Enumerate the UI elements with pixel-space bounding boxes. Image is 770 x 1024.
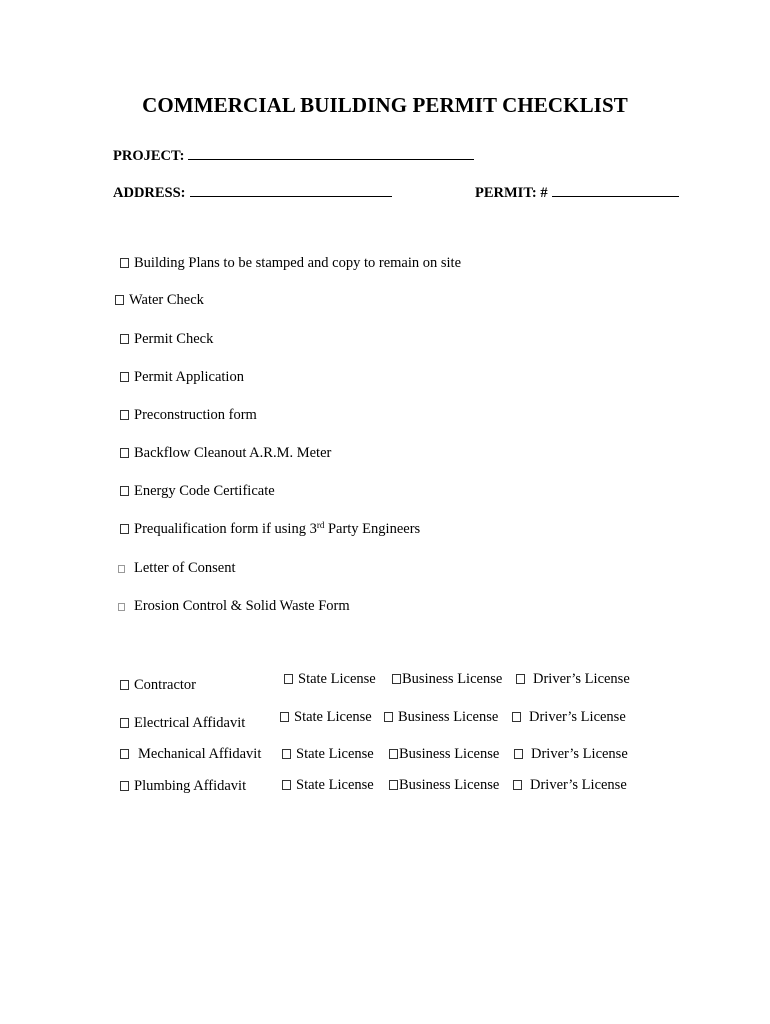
license-option-state[interactable] <box>282 746 374 763</box>
checklist-item-label: Backflow Cleanout A.R.M. Meter <box>134 445 332 461</box>
affidavit-label: Plumbing Affidavit <box>134 778 247 794</box>
checkbox[interactable] <box>118 565 125 573</box>
affidavit-label: Mechanical Affidavit <box>138 746 262 762</box>
license-label: Driver’s License <box>533 671 630 687</box>
license-label: Business License <box>402 671 503 687</box>
checkbox[interactable] <box>282 749 291 759</box>
license-label: Driver’s License <box>529 709 626 725</box>
checkbox[interactable] <box>120 680 129 690</box>
checkbox[interactable] <box>513 780 522 790</box>
checklist-item-building-plans[interactable] <box>120 255 461 272</box>
checklist-item-label: Building Plans to be stamped and copy to remain on site <box>134 255 462 271</box>
page-title: COMMERCIAL BUILDING PERMIT CHECKLIST <box>142 93 628 117</box>
checklist-item-backflow[interactable] <box>120 445 331 462</box>
license-label: State License <box>296 746 374 762</box>
license-label: Business License <box>399 777 500 793</box>
license-label: Driver’s License <box>530 777 627 793</box>
affidavit-row-plumbing[interactable] <box>120 778 246 795</box>
checkbox[interactable] <box>392 674 401 684</box>
checkbox[interactable] <box>120 718 129 728</box>
license-option-business[interactable] <box>389 777 499 794</box>
checklist-item-letter-of-consent[interactable] <box>118 560 235 577</box>
affidavit-row-electrical[interactable] <box>120 715 245 732</box>
license-option-business[interactable] <box>389 746 499 763</box>
checklist-item-label: Energy Code Certificate <box>134 483 275 499</box>
checkbox[interactable] <box>115 295 124 305</box>
affidavit-label: Electrical Affidavit <box>134 715 246 731</box>
checkbox[interactable] <box>120 334 129 344</box>
affidavit-row-contractor[interactable] <box>120 677 196 694</box>
project-input-line[interactable] <box>188 147 474 160</box>
address-input-line[interactable] <box>190 184 392 197</box>
license-option-business[interactable] <box>392 671 502 688</box>
license-option-state[interactable] <box>284 671 376 688</box>
license-label: Driver’s License <box>531 746 628 762</box>
checklist-item-label: Water Check <box>129 292 204 308</box>
checklist-item-preconstruction-form[interactable] <box>120 407 257 424</box>
checkbox[interactable] <box>514 749 523 759</box>
checkbox[interactable] <box>120 372 129 382</box>
checklist-item-label: Permit Application <box>134 369 244 385</box>
license-label: State License <box>298 671 376 687</box>
affidavit-label: Contractor <box>134 677 197 693</box>
checkbox[interactable] <box>120 486 129 496</box>
checklist-item-permit-check[interactable] <box>120 331 213 348</box>
checkbox[interactable] <box>282 780 291 790</box>
checklist-item-label: Erosion Control & Solid Waste Form <box>134 598 350 614</box>
checkbox[interactable] <box>118 603 125 611</box>
checklist-item-superscript: rd <box>316 520 325 530</box>
license-option-drivers[interactable] <box>512 709 626 726</box>
checklist-item-prequalification[interactable] <box>120 521 420 538</box>
address-field[interactable] <box>113 184 392 202</box>
checkbox[interactable] <box>120 258 129 268</box>
license-option-drivers[interactable] <box>514 746 628 763</box>
checklist-item-label-start: Prequalification form if using 3 <box>134 521 317 537</box>
checkbox[interactable] <box>120 749 129 759</box>
checklist-item-permit-application[interactable] <box>120 369 244 386</box>
checklist-item-water-check[interactable] <box>115 292 204 309</box>
license-option-state[interactable] <box>282 777 374 794</box>
checklist-item-label-end: Party Engineers <box>324 521 421 537</box>
checkbox[interactable] <box>516 674 525 684</box>
license-option-state[interactable] <box>280 709 372 726</box>
checklist-item-erosion-control[interactable] <box>118 598 350 615</box>
checkbox[interactable] <box>120 410 129 420</box>
checklist-item-label: Permit Check <box>134 331 214 347</box>
permit-number-field[interactable] <box>475 184 679 202</box>
checkbox[interactable] <box>512 712 521 722</box>
checkbox[interactable] <box>284 674 293 684</box>
license-option-drivers[interactable] <box>516 671 630 688</box>
permit-number-label: PERMIT: # <box>475 185 548 201</box>
license-label: State License <box>296 777 374 793</box>
license-label: State License <box>294 709 372 725</box>
checkbox[interactable] <box>120 781 129 791</box>
checkbox[interactable] <box>120 524 129 534</box>
project-label: PROJECT: <box>113 148 185 164</box>
checkbox[interactable] <box>384 712 393 722</box>
license-option-business[interactable] <box>384 709 498 726</box>
checklist-item-label: Preconstruction form <box>134 407 257 423</box>
affidavit-row-mechanical[interactable] <box>120 746 261 763</box>
license-label: Business License <box>399 746 500 762</box>
address-label: ADDRESS: <box>113 185 186 201</box>
checklist-item-label: Letter of Consent <box>134 560 236 576</box>
permit-number-input-line[interactable] <box>552 184 679 197</box>
checkbox[interactable] <box>120 448 129 458</box>
project-field[interactable] <box>113 147 474 165</box>
checklist-item-energy-code[interactable] <box>120 483 275 500</box>
license-option-drivers[interactable] <box>513 777 627 794</box>
license-label: Business License <box>398 709 499 725</box>
checkbox[interactable] <box>389 780 398 790</box>
checkbox[interactable] <box>389 749 398 759</box>
checkbox[interactable] <box>280 712 289 722</box>
